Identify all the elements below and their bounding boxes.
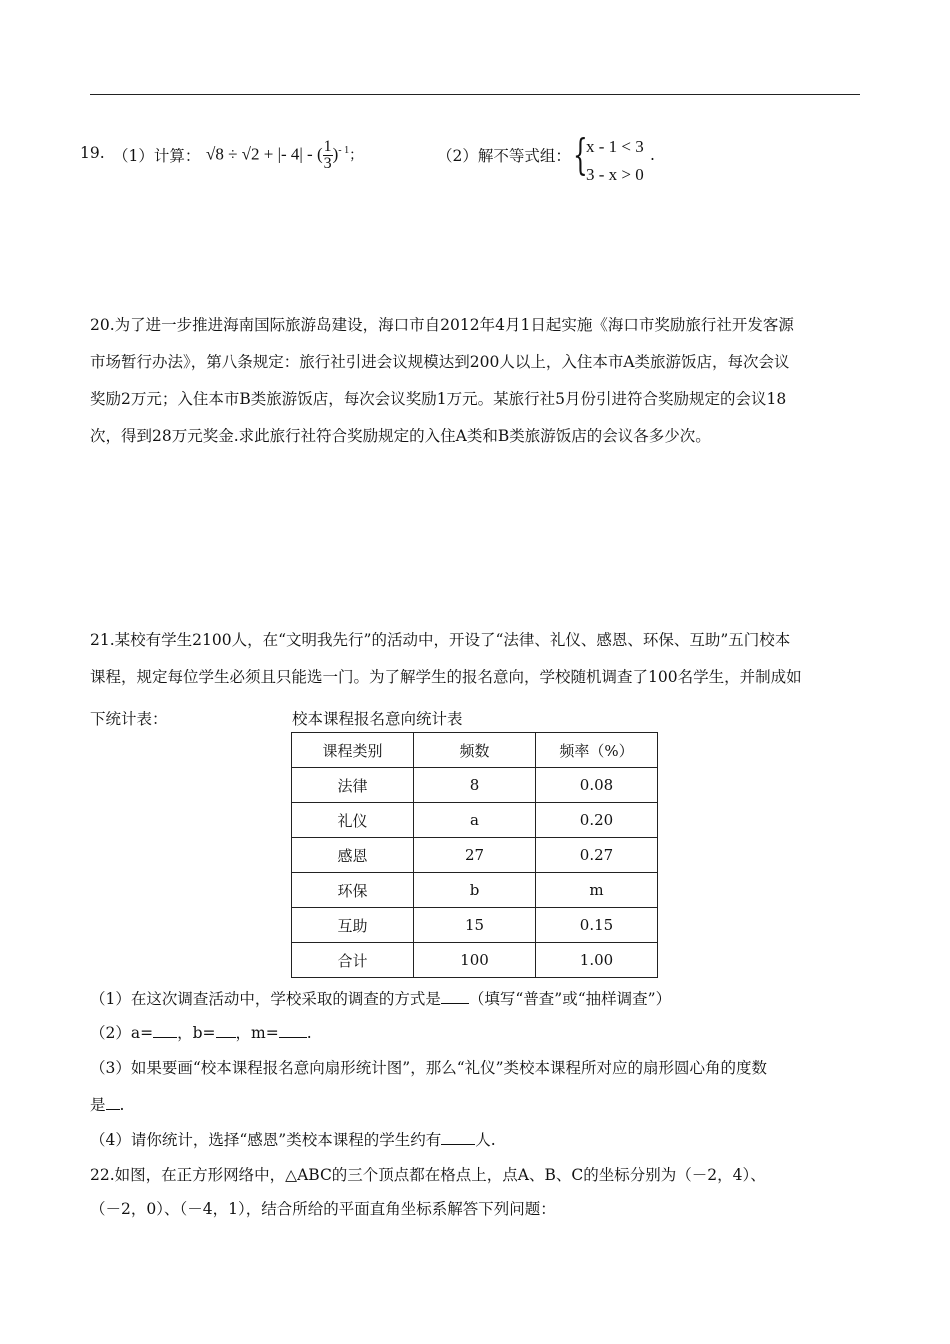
cell: a — [414, 803, 536, 838]
cell: 礼仪 — [292, 803, 414, 838]
q21-line3: 下统计表： — [90, 710, 168, 728]
cell: 环保 — [292, 873, 414, 908]
sub2-b-label: ，b= — [177, 1024, 216, 1042]
q20-text — [90, 307, 862, 455]
table-row — [292, 873, 658, 908]
fraction — [323, 139, 333, 172]
cell: 法律 — [292, 768, 414, 803]
fraction-denominator: 3 — [323, 155, 332, 172]
q19-number: 19. — [80, 144, 105, 162]
table-row — [292, 943, 658, 978]
answer-blank[interactable] — [106, 1094, 120, 1110]
cell: 0.08 — [536, 768, 658, 803]
table-row — [292, 768, 658, 803]
cell: 感恩 — [292, 838, 414, 873]
q22-line2: （－2，0）、（－4，1），结合所给的平面直角坐标系解答下列问题： — [90, 1200, 556, 1218]
table-header-row — [292, 733, 658, 768]
system-brace: { — [573, 130, 588, 179]
q21-line: 21.某校有学生2100人，在“文明我先行”的活动中，开设了“法律、礼仪、感恩、环保、互助”五门校本 — [90, 631, 791, 649]
stats-table — [291, 732, 658, 978]
cell: 0.15 — [536, 908, 658, 943]
q21-sub4 — [90, 1128, 496, 1150]
cell: 0.27 — [536, 838, 658, 873]
q21-line: 课程，规定每位学生必须且只能选一门。为了解学生的报名意向，学校随机调查了100名学生，并制成如 — [90, 668, 802, 686]
cell: 0.20 — [536, 803, 658, 838]
answer-blank[interactable] — [441, 988, 469, 1004]
q21-text — [90, 622, 862, 696]
exponent: - 1 — [338, 144, 350, 156]
cell: 1.00 — [536, 943, 658, 978]
sub2-m-label: ，m= — [235, 1024, 279, 1042]
cell: 合计 — [292, 943, 414, 978]
table-row — [292, 908, 658, 943]
q19-part1-label: （1）计算： — [113, 147, 201, 165]
expr-a: √8 ÷ √2 + |- 4| - ( — [206, 144, 323, 164]
header-rule — [90, 94, 860, 95]
sub4-end: 人. — [475, 1131, 496, 1149]
answer-blank-m[interactable] — [279, 1022, 307, 1038]
header-frequency: 频数 — [414, 733, 536, 768]
expr-b: ) — [332, 144, 339, 164]
sub3-end: . — [119, 1096, 125, 1114]
table-title: 校本课程报名意向统计表 — [292, 710, 463, 728]
header-rate: 频率（%） — [536, 733, 658, 768]
q21-sub3-line1: （3）如果要画“校本课程报名意向扇形统计图”，那么“礼仪”类校本课程所对应的扇形圆心角的度数 — [90, 1059, 768, 1077]
header-category: 课程类别 — [292, 733, 414, 768]
q19-part2-label: （2）解不等式组： — [437, 147, 571, 165]
answer-blank-a[interactable] — [153, 1022, 177, 1038]
fraction-numerator: 1 — [323, 138, 332, 155]
cell: 互助 — [292, 908, 414, 943]
part1-end: ； — [349, 148, 364, 164]
cell: 8 — [414, 768, 536, 803]
sub1-hint: （填写“普查”或“抽样调查”） — [468, 990, 672, 1008]
sub2-a-label: （2）a= — [90, 1024, 154, 1042]
q19-part1-expression — [206, 139, 363, 172]
sub1-text: （1）在这次调查活动中，学校采取的调查的方式是 — [90, 990, 441, 1008]
sub4-text: （4）请你统计，选择“感恩”类校本课程的学生约有 — [90, 1131, 442, 1149]
answer-blank[interactable] — [441, 1129, 475, 1145]
sub3-text: 是 — [90, 1096, 106, 1114]
cell: m — [536, 873, 658, 908]
table-row — [292, 838, 658, 873]
inequality-1: x - 1 < 3 — [586, 137, 644, 156]
q19-part2-end: . — [650, 146, 655, 164]
q21-sub3-line2 — [90, 1093, 124, 1115]
cell: b — [414, 873, 536, 908]
cell: 100 — [414, 943, 536, 978]
q20-line: 奖励2万元；入住本市B类旅游饭店，每次会议奖励1万元。某旅行社5月份引进符合奖励规定的会议18 — [90, 390, 787, 408]
answer-blank-b[interactable] — [216, 1022, 236, 1038]
q20-line: 20.为了进一步推进海南国际旅游岛建设，海口市自2012年4月1日起实施《海口市奖励旅行社开发客源 — [90, 316, 794, 334]
q20-line: 次，得到28万元奖金.求此旅行社符合奖励规定的入住A类和B类旅游饭店的会议各多少次。 — [90, 427, 711, 445]
q21-sub1 — [90, 987, 671, 1009]
sub2-end: . — [306, 1024, 312, 1042]
inequality-2: 3 - x > 0 — [586, 165, 644, 184]
cell: 15 — [414, 908, 536, 943]
q22-line1: 22.如图，在正方形网络中，△ABC的三个顶点都在格点上，点A、B、C的坐标分别为（－2，4）、 — [90, 1166, 766, 1184]
cell: 27 — [414, 838, 536, 873]
q21-sub2 — [90, 1021, 312, 1043]
q20-line: 市场暂行办法》，第八条规定：旅行社引进会议规模达到200人以上，入住本市A类旅游饭店，每次会议 — [90, 353, 790, 371]
table-row — [292, 803, 658, 838]
